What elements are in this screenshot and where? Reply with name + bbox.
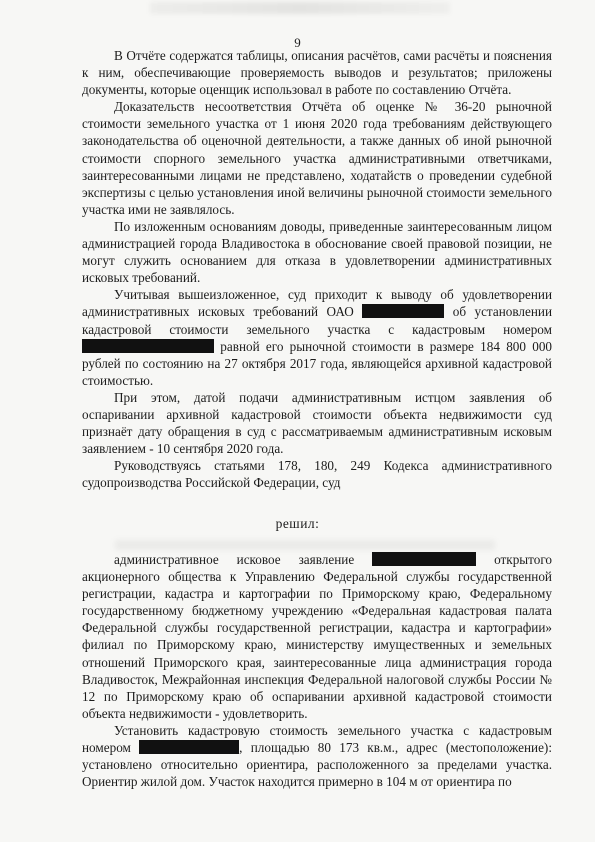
claim-text-2: открытого акционерного общества к Управлению Федеральной службы государственной регистрации, кадастра и картографии по Приморскому краю, Федеральному государственному бюджетному учреждению «Федеральная кадастровая палата Федеральной службы государственной регистрации, кадастра и картографии» филиал по Приморскому краю, министерству имущественных и земельных отношений Приморского края, заинтересованные лица администрация города Владивосток, Межрайонная инспекция Федеральной налоговой службы России № 12 по Приморскому краю об оспаривании архивной кадастровой стоимости объекта недвижимости - удовлетворить. — [82, 552, 553, 721]
decision-section — [82, 551, 552, 790]
redacted-plaintiff-name — [372, 552, 476, 566]
paragraph-arguments-rejected: По изложенным основаниям доводы, приведенные заинтересованным лицом администрацией города Владивостока в обоснование своей правовой позиции, не могут служить основанием для отказа в удовлетворении административных исковых требований. — [82, 218, 552, 286]
claim-text-1: административное исковое заявление — [114, 552, 355, 567]
paragraph-claim-granted — [82, 551, 552, 722]
decision-heading: решил: — [275, 516, 320, 531]
conclusion-text-2: об установлении кадастровой стоимости земельного участка с кадастровым номером — [82, 304, 553, 337]
conclusion-text-3: равной его рыночной стоимости в размере 184 800 000 рублей по состоянию на 27 октября 2017 года, являющейся архивной кадастровой стоимостью. — [82, 338, 553, 388]
reasoning-section — [82, 47, 552, 491]
page-number: 9 — [294, 35, 301, 50]
paragraph-report-contents: В Отчёте содержатся таблицы, описания расчётов, сами расчёты и пояснения к ним, обеспечивающие проверяемость выводов и результатов; приложены документы, которые оценщик использовал в работе по составлению Отчёта. — [82, 48, 552, 98]
paragraph-set-cadastral-value — [82, 722, 552, 790]
paragraph-legal-basis: Руководствуясь статьями 178, 180, 249 Кодекса административного судопроизводства Российской Федерации, суд — [82, 458, 552, 491]
paragraph-filing-date: При этом, датой подачи административным истцом заявления об оспаривании архивной кадастровой стоимости объекта недвижимости суд признаёт дату обращения в суд с рассматриваемым административным исковым заявлением - 10 сентября 2020 года. — [82, 389, 552, 457]
paragraph-conclusion — [82, 286, 552, 389]
scan-artifact — [115, 540, 495, 550]
set-value-text-1: Установить кадастровую стоимость земельного участка с кадастровым номером — [82, 722, 552, 756]
conclusion-text-1: Учитывая вышеизложенное, суд приходит к выводу об удовлетворении административных исковых требований ОАО — [82, 287, 552, 320]
scan-artifact — [150, 2, 450, 14]
redacted-cadastral-number — [139, 740, 239, 754]
paragraph-no-evidence: Доказательств несоответствия Отчёта об оценке № 36-20 рыночной стоимости земельного участка от 1 июня 2020 года требованиям действующего законодательства об оценочной деятельности, а также данных об иной рыночной стоимости спорного земельного участка административными ответчиками, заинтересованными лицами не представлено, ходатайств о проведении судебной экспертизы с целью установления иной величины рыночной стоимости земельного участка ими не заявлялось. — [82, 99, 552, 217]
redacted-company-name — [362, 304, 444, 318]
set-value-text-2: , площадью 80 173 кв.м., адрес (местоположение): установлено относительно ориентира, расположенного за пределами участка. Ориентир жилой дом. Участок находится примерно в 104 м от ориентира по — [82, 740, 552, 790]
redacted-cadastral-number — [82, 339, 214, 353]
